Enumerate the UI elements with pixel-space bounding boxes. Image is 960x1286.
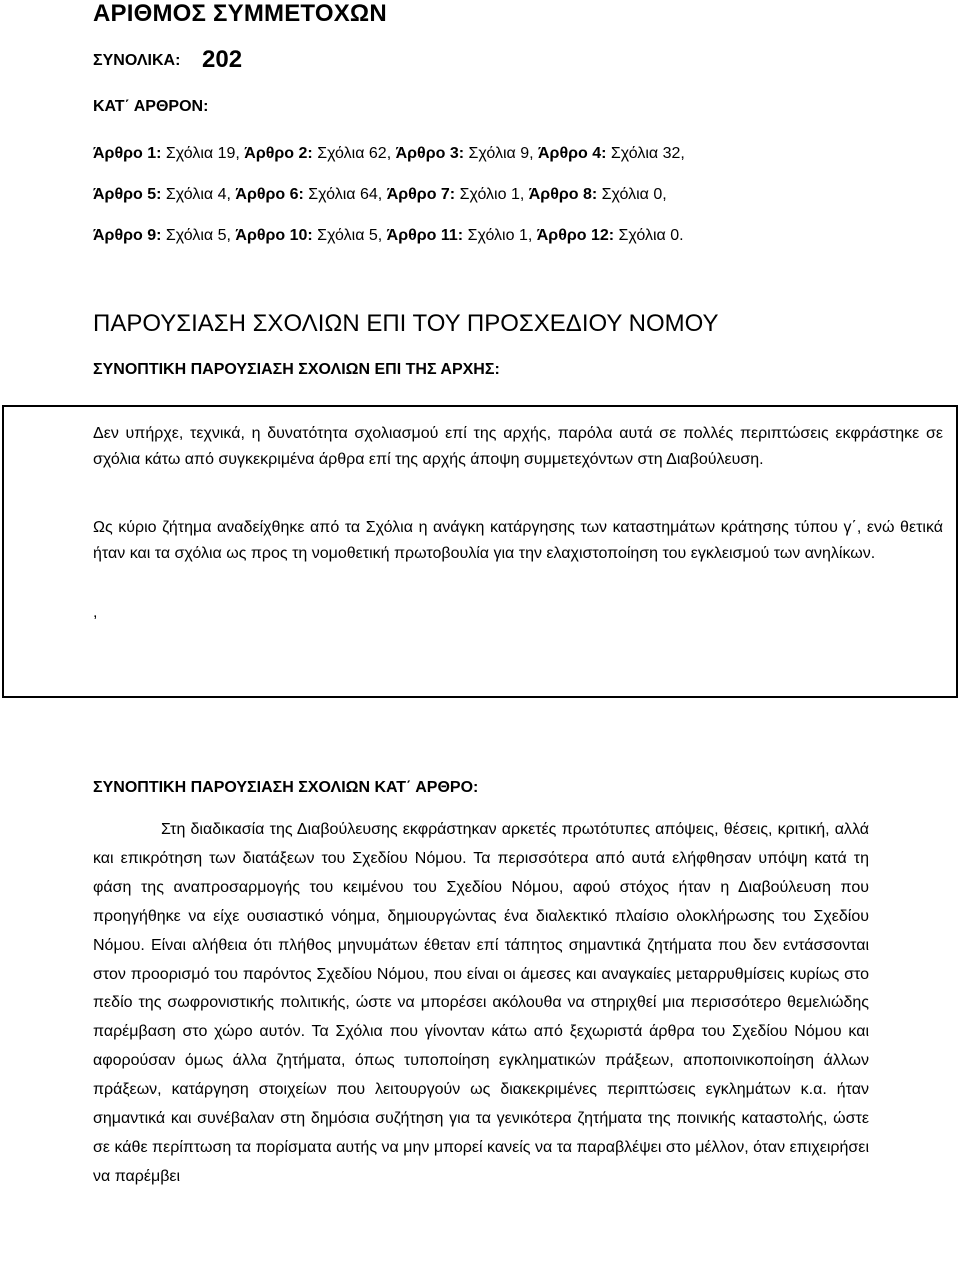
article-count: Σχόλια 19,: [161, 145, 245, 162]
article-counts-line: [93, 186, 667, 204]
total-value: 202: [202, 46, 243, 73]
stray-comma: ,: [93, 604, 98, 621]
article-label: Άρθρο 2:: [244, 145, 313, 162]
article-count: Σχόλια 5,: [312, 227, 387, 244]
article-count: Σχόλια 9,: [464, 145, 538, 162]
article-label: Άρθρο 9:: [93, 227, 162, 244]
per-article-label: ΚΑΤ΄ ΑΡΘΡΟΝ:: [93, 98, 209, 115]
comments-section-title: ΠΑΡΟΥΣΙΑΣΗ ΣΧΟΛΙΩΝ ΕΠΙ ΤΟΥ ΠΡΟΣΧΕΔΙΟΥ ΝΟΜΟΥ: [93, 310, 719, 337]
article-paragraph: Στη διαδικασία της Διαβούλευσης εκφράστηκαν αρκετές πρωτότυπες απόψεις, θέσεις, κριτική, αλλά και επικρότηση των διατάξεων του Σχεδίου Νόμου. Τα περισσότερα από αυτά ελήφθησαν υπόψη κατά τη φάση της αναπροσαρμογής του κειμένου του Σχεδίου Νόμου, αφού στόχος ήταν η Διαβούλευση που προηγήθηκε να είχε ουσιαστικό νόημα, δημιουργώντας ένα διαλεκτικό πλαίσιο ολοκλήρωσης του Σχεδίου Νόμου. Είναι αλήθεια ότι πλήθος μηνυμάτων έθεταν επί τάπητος σημαντικά ζητήματα που δεν εντάσσονται στον προορισμό του παρόντος Σχεδίου Νόμου, που είναι οι άμεσες και αναγκαίες μεταρρυθμίσεις κυρίως στο πεδίο της σωφρονιστικής πολιτικής, ώστε να μπορέσει ακόλουθα να στηριχθεί μια περισσότερο θεμελιώδης παρέμβαση στο χώρο αυτόν. Τα Σχόλια που γίνονταν κάτω από ξεχωριστά άρθρα του Σχεδίου Νόμου και αφορούσαν όμως άλλα ζητήματα, όπως τυποποίηση εγκληματικών πράξεων, αποποινικοποίηση άλλων πράξεων, κατάργηση στοιχείων που λειτουργούν ως διακεκριμένες περιπτώσεις εγκλημάτων κ.α. ήταν σημαντικά και συνέβαλαν στη δημόσια συζήτηση για τα γενικότερα ζητήματα της ποινικής καταστολής, ώστε σε κάθε περίπτωση τα πορίσματα αυτής να μην μπορεί κανείς να τα παραβλέψει στο μέλλον, όταν επιχειρήσει να παρέμβει: [93, 821, 869, 1185]
article-count: Σχόλιο 1,: [463, 227, 537, 244]
article-label: Άρθρο 4:: [537, 145, 607, 162]
article-count: Σχόλια 0,: [597, 186, 667, 203]
principle-paragraph: Δεν υπήρχε, τεχνικά, η δυνατότητα σχολιασμού επί της αρχής, παρόλα αυτά σε πολλές περιπτώσεις εκφράστηκε σε σχόλια κάτω από συγκεκριμένα άρθρα επί της αρχής άποψη συμμετεχόντων στη Διαβούλευση.: [93, 425, 943, 468]
article-count: Σχόλιο 1,: [455, 186, 529, 203]
article-heading: ΣΥΝΟΠΤΙΚΗ ΠΑΡΟΥΣΙΑΣΗ ΣΧΟΛΙΩΝ ΚΑΤ΄ ΑΡΘΡΟ:: [93, 779, 479, 796]
article-label: Άρθρο 5:: [93, 186, 162, 203]
article-count: Σχόλια 4,: [161, 186, 236, 203]
participation-title: ΑΡΙΘΜΟΣ ΣΥΜΜΕΤΟΧΩΝ: [93, 0, 387, 27]
article-label: Άρθρο 7:: [386, 186, 456, 203]
article-count: Σχόλια 5,: [161, 227, 236, 244]
total-label: ΣΥΝΟΛΙΚΑ:: [93, 52, 181, 69]
article-count: Σχόλια 32,: [606, 145, 685, 162]
article-label: Άρθρο 10:: [235, 227, 313, 244]
article-count: Σχόλια 62,: [312, 145, 396, 162]
article-count: Σχόλια 64,: [303, 186, 387, 203]
principle-heading: ΣΥΝΟΠΤΙΚΗ ΠΑΡΟΥΣΙΑΣΗ ΣΧΟΛΙΩΝ ΕΠΙ ΤΗΣ ΑΡΧΗΣ:: [93, 361, 500, 378]
article-counts-line: [93, 227, 684, 245]
article-counts-line: [93, 145, 685, 163]
article-count: Σχόλια 0.: [614, 227, 684, 244]
article-label: Άρθρο 12:: [536, 227, 615, 244]
article-label: Άρθρο 6:: [235, 186, 304, 203]
article-label: Άρθρο 8:: [528, 186, 598, 203]
article-label: Άρθρο 1:: [93, 145, 162, 162]
article-label: Άρθρο 3:: [395, 145, 465, 162]
principle-paragraph: Ως κύριο ζήτημα αναδείχθηκε από τα Σχόλια η ανάγκη κατάργησης των καταστημάτων κράτησης τύπου γ΄, ενώ θετικά ήταν και τα σχόλια ως προς τη νομοθετική πρωτοβουλία για την ελαχιστοποίηση του εγκλεισμού των ανηλίκων.: [93, 519, 943, 562]
article-label: Άρθρο 11:: [386, 227, 464, 244]
